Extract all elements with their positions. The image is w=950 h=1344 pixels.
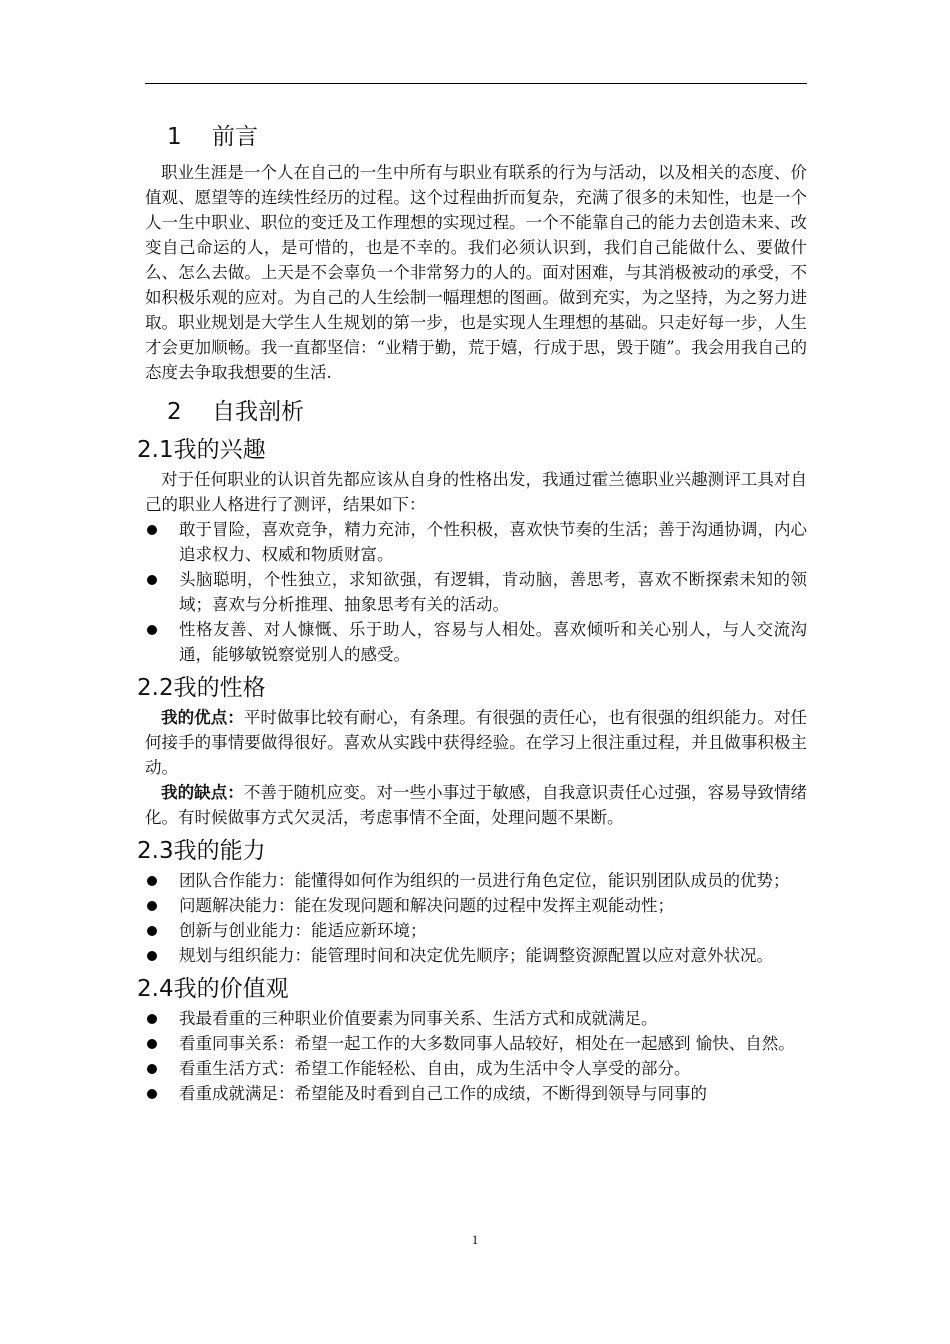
weaknesses-paragraph (145, 780, 807, 830)
list-item: 创新与创业能力：能适应新环境； (145, 918, 807, 943)
subheading-character: 2.2我的性格 (137, 675, 266, 701)
preface-paragraph: 职业生涯是一个人在自己的一生中所有与职业有联系的行为与活动，以及相关的态度、价值观、愿望等的连续性经历的过程。这个过程曲折而复杂，充满了很多的未知性，也是一个人一生中职业、职位的变迁及工作理想的实现过程。一个不能靠自己的能力去创造未来、改变自己命运的人，是可惜的，也是不幸的。我们必须认识到，我们自己能做什么、要做什么、怎么去做。上天是不会辜负一个非常努力的人的。面对困难，与其消极被动的承受，不如积极乐观的应对。为自己的人生绘制一幅理想的图画。做到充实，为之坚持，为之努力进取。职业规划是大学生人生规划的第一步，也是实现人生理想的基础。只走好每一步，人生才会更加顺畅。我一直都坚信：“业精于勤，荒于嬉，行成于思，毁于随”。我会用我自己的态度去争取我想要的生活. (145, 163, 807, 382)
section-heading-preface (145, 120, 807, 154)
list-item: 头脑聪明，个性独立，求知欲强，有逻辑，肯动脑，善思考，喜欢不断探索未知的领域；喜欢与分析推理、抽象思考有关的活动。 (145, 567, 807, 617)
list-item: 我最看重的三种职业价值要素为同事关系、生活方式和成就满足。 (145, 1006, 807, 1031)
list-item: 看重成就满足：希望能及时看到自己工作的成绩，不断得到领导与同事的 (145, 1081, 807, 1106)
section-title: 自我剖析 (212, 399, 304, 425)
subheading-ability: 2.3我的能力 (137, 838, 266, 864)
section-title: 前言 (212, 124, 258, 150)
page-number: 1 (471, 1232, 479, 1247)
list-item: 问题解决能力：能在发现问题和解决问题的过程中发挥主观能动性； (145, 893, 807, 918)
list-item: 看重生活方式：希望工作能轻松、自由，成为生活中令人享受的部分。 (145, 1056, 807, 1081)
list-item: 敢于冒险，喜欢竞争，精力充沛，个性积极，喜欢快节奏的生活；善于沟通协调，内心追求权力、权威和物质财富。 (145, 517, 807, 567)
section-number: 2 (167, 399, 182, 425)
list-item: 性格友善、对人慷慨、乐于助人，容易与人相处。喜欢倾听和关心别人，与人交流沟通，能够敏锐察觉别人的感受。 (145, 617, 807, 667)
list-item: 看重同事关系：希望一起工作的大多数同事人品较好，相处在一起感到 愉快、自然。 (145, 1031, 807, 1056)
list-item: 团队合作能力：能懂得如何作为组织的一员进行角色定位，能识别团队成员的优势； (145, 868, 807, 893)
section-number: 1 (167, 124, 182, 150)
list-item: 规划与组织能力：能管理时间和决定优先顺序；能调整资源配置以应对意外状况。 (145, 943, 807, 968)
section-heading-self-analysis (145, 395, 807, 429)
strengths-paragraph (145, 705, 807, 780)
strengths-label: 我的优点： (161, 708, 244, 727)
subheading-interest: 2.1我的兴趣 (137, 437, 266, 463)
strengths-text: 平时做事比较有耐心，有条理。有很强的责任心，也有很强的组织能力。对任何接手的事情要做得很好。喜欢从实践中获得经验。在学习上很注重过程，并且做事积极主动。 (145, 708, 808, 777)
weaknesses-label: 我的缺点： (161, 783, 244, 802)
document-body (137, 120, 808, 1106)
header-rule (145, 83, 807, 84)
ability-list (145, 868, 807, 968)
interest-intro: 对于任何职业的认识首先都应该从自身的性格出发，我通过霍兰德职业兴趣测评工具对自己的职业人格进行了测评，结果如下： (145, 470, 807, 514)
subheading-values: 2.4我的价值观 (137, 976, 289, 1002)
interest-list (145, 517, 807, 667)
weaknesses-text: 不善于随机应变。对一些小事过于敏感，自我意识责任心过强，容易导致情绪化。有时候做事方式欠灵活，考虑事情不全面，处理问题不果断。 (145, 783, 808, 827)
values-list (145, 1006, 807, 1106)
